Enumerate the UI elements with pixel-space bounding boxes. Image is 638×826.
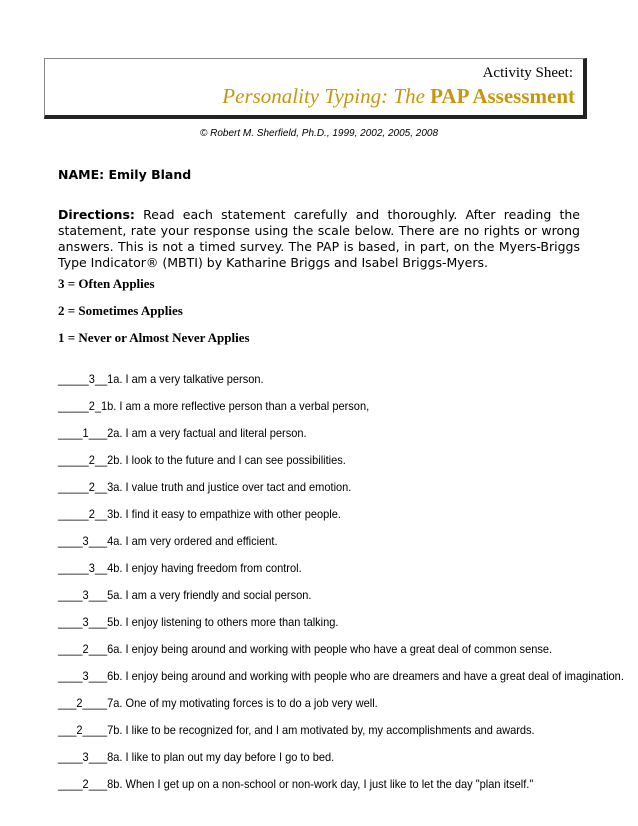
survey-item-2a: ____1___2a. I am a very factual and literal person. xyxy=(58,426,307,440)
survey-item-2b: _____2__2b. I look to the future and I can see possibilities. xyxy=(58,453,346,467)
survey-item-4b: _____3__4b. I enjoy having freedom from control. xyxy=(58,561,302,575)
survey-item-5b: ____3___5b. I enjoy listening to others more than talking. xyxy=(58,615,339,629)
survey-item-list xyxy=(58,372,624,804)
scale-sometimes: 2 = Sometimes Applies xyxy=(58,303,183,318)
survey-item-1b: _____2_1b. I am a more reflective person than a verbal person, xyxy=(58,399,370,413)
header-box xyxy=(44,58,587,119)
scale-often: 3 = Often Applies xyxy=(58,276,155,291)
survey-item-7a: ___2____7a. One of my motivating forces is to do a job very well. xyxy=(58,696,378,710)
directions-text: Read each statement carefully and thoroughly. After reading the statement, rate your response using the scale below. There are no rights or wrong answers. This is not a timed survey. The PAP is based, in part, on the Myers-Briggs Type Indicator® (MBTI) by Katharine Briggs and Isabel Briggs-Myers. xyxy=(58,207,580,270)
activity-sheet-label: Activity Sheet: xyxy=(482,65,573,81)
survey-item-4a: ____3___4a. I am very ordered and efficient. xyxy=(58,534,278,548)
survey-item-7b: ___2____7b. I like to be recognized for, and I am motivated by, my accomplishments and awards. xyxy=(58,723,535,737)
directions-paragraph xyxy=(58,207,580,271)
scale-never: 1 = Never or Almost Never Applies xyxy=(58,330,250,345)
survey-item-6b: ____3___6b. I enjoy being around and working with people who are dreamers and have a great deal of imagination. xyxy=(58,669,624,683)
student-name: NAME: Emily Bland xyxy=(58,167,192,182)
copyright-line: © Robert M. Sherfield, Ph.D., 1999, 2002, 2005, 2008 xyxy=(199,128,439,139)
survey-item-8b: ____2___8b. When I get up on a non-school or non-work day, I just like to let the day "plan itself." xyxy=(58,777,534,791)
directions-label: Directions: xyxy=(58,207,135,222)
title-bold-part: PAP Assessment xyxy=(430,84,575,108)
survey-item-1a: _____3__1a. I am a very talkative person. xyxy=(58,372,264,386)
survey-item-5a: ____3___5a. I am a very friendly and social person. xyxy=(58,588,312,602)
survey-item-3b: _____2__3b. I find it easy to empathize with other people. xyxy=(58,507,341,521)
survey-item-3a: _____2__3a. I value truth and justice over tact and emotion. xyxy=(58,480,352,494)
survey-item-8a: ____3___8a. I like to plan out my day before I go to bed. xyxy=(58,750,335,764)
title-italic-part: Personality Typing: The xyxy=(222,84,431,108)
document-title xyxy=(222,84,575,109)
survey-item-6a: ____2___6a. I enjoy being around and working with people who have a great deal of common sense. xyxy=(58,642,553,656)
